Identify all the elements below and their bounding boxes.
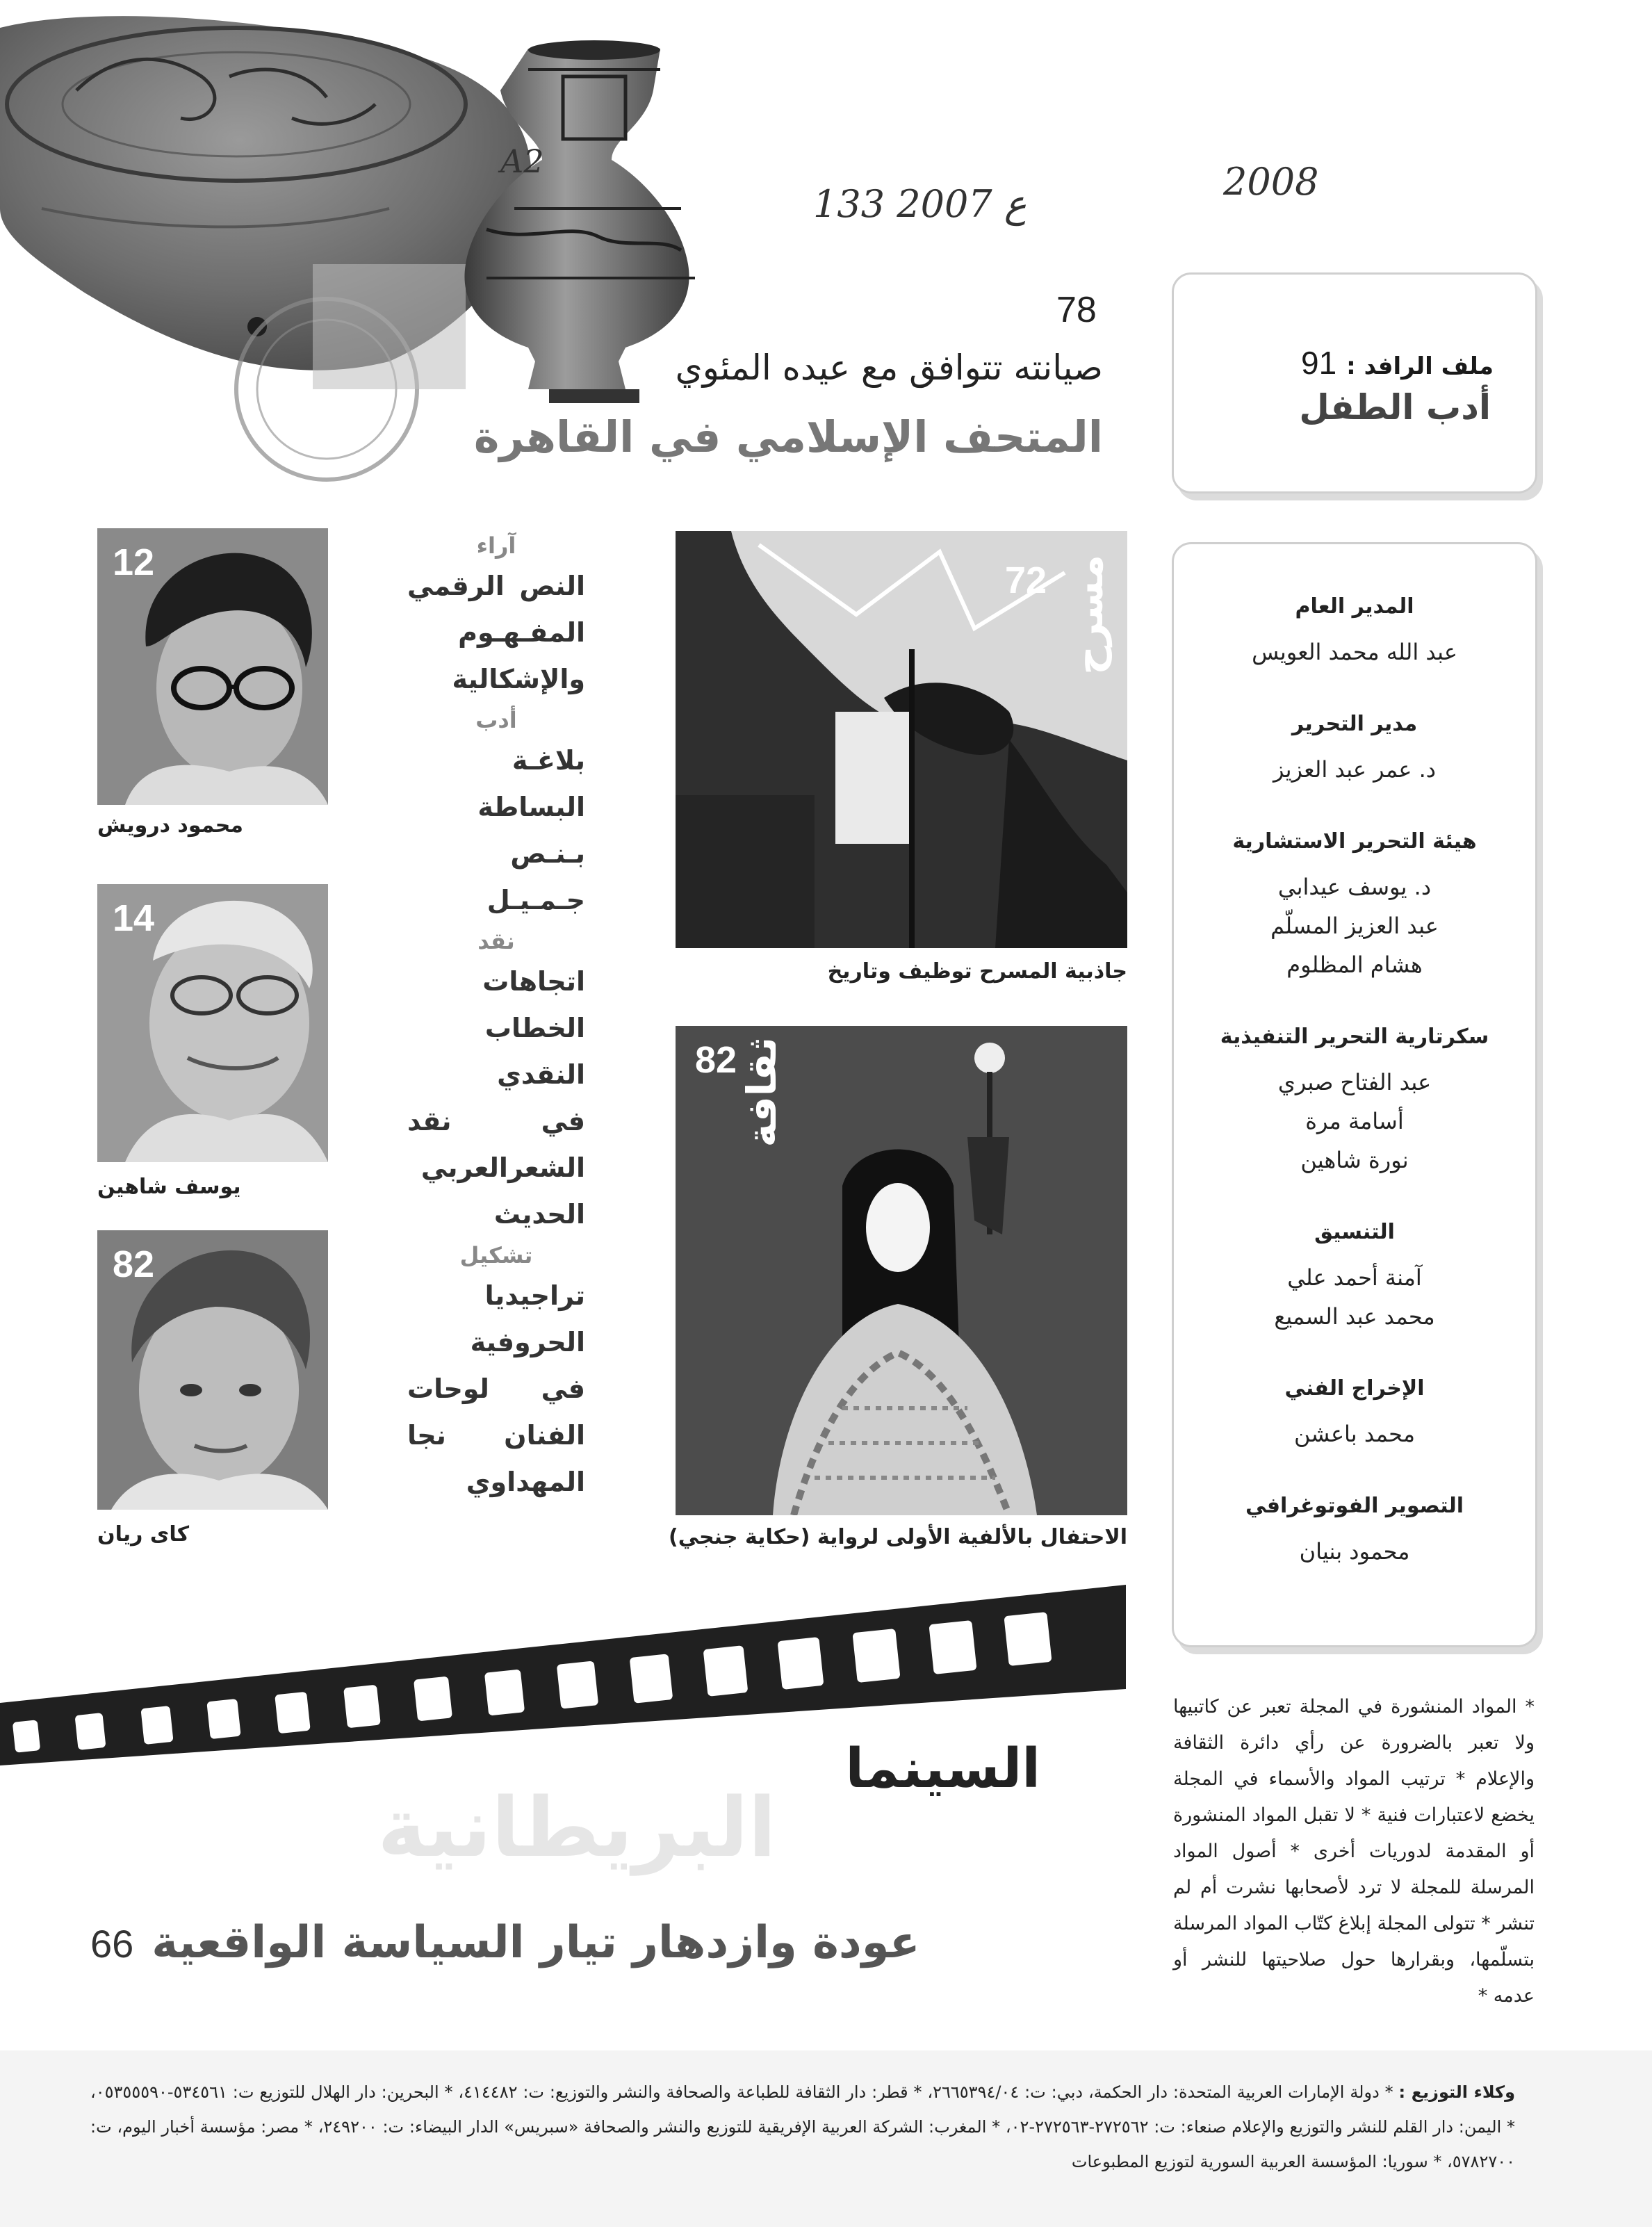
portrait-darwish-page-number: 12 — [113, 541, 155, 583]
staff-role: الإخراج الفني — [1284, 1376, 1425, 1401]
distribution-agents — [90, 2075, 1515, 2179]
staff-name: محمد باعشن — [1294, 1421, 1415, 1447]
portrait-darwish-name — [97, 813, 328, 838]
theatre-photo-illustration — [676, 531, 1127, 948]
contents-line: جـمـيـل — [486, 885, 585, 915]
staff-name: د. يوسف عيدابي — [1277, 874, 1432, 900]
contents-line: الشعرالعربي — [420, 1152, 585, 1183]
staff-role: سكرتارية التحرير التنفيذية — [1220, 1025, 1489, 1049]
contents-line: في نقد — [407, 1106, 585, 1136]
editorial-disclaimer: * المواد المنشورة في المجلة تعبر عن كاتبيها ولا تعبر بالضرورة عن رأي دائرة الثقافة والإعلام * ترتيب المواد والأسماء في المجلة يخضع لاعتبارات فنية * لا تقبل المواد المنشورة أو المقدمة لدوريات أخرى * أصول المواد المرسلة للمجلة لا ترد لأصحابها نشرت أم لم تنشر * تتولى المجلة إبلاغ كتّاب المواد المرسلة بتسلّمها، وبقرارها حول صلاحيتها للنشر أو عدمه * — [1173, 1696, 1535, 2007]
handwritten-mark: A2 — [500, 142, 544, 180]
theatre-page-number: 72 — [1005, 560, 1047, 601]
portrait-chahine — [97, 884, 328, 1162]
staff-name: هشام المظلوم — [1286, 952, 1423, 978]
contents-line: النقدي — [497, 1059, 585, 1090]
staff-photography — [1174, 1494, 1535, 1571]
cinema-headline: عودة وازدهار تيار السياسة الواقعية — [152, 1917, 920, 1968]
contents-line: تراجيديا — [484, 1280, 585, 1311]
masthead-staff-box — [1172, 542, 1537, 1647]
category-opinions: آراء — [476, 532, 516, 559]
category-art: تشكيل — [459, 1242, 533, 1269]
contents-line: الخطاب — [484, 1013, 585, 1043]
portrait-chahine-page-number: 14 — [113, 897, 155, 939]
staff-managing-editor — [1174, 712, 1535, 789]
staff-name: عبد الفتاح صبري — [1277, 1069, 1432, 1095]
contents-line: والإشكالية — [452, 664, 585, 694]
staff-name: محمد عبد السميع — [1274, 1303, 1435, 1330]
cinema-headline-row — [90, 1917, 920, 1968]
cinema-page-number: 66 — [90, 1922, 134, 1966]
distribution-label: وكلاء التوزيع : — [1398, 2082, 1516, 2102]
portrait-ryan-page-number: 82 — [113, 1243, 155, 1285]
rafed-label: ملف الرافد : — [1346, 352, 1494, 380]
staff-advisory-board — [1174, 829, 1535, 984]
contents-line: في لوحات — [407, 1373, 585, 1404]
contents-line: الحديث — [493, 1199, 585, 1230]
contents-line: الفنان نجا — [407, 1420, 585, 1451]
staff-role: مدير التحرير — [1291, 712, 1418, 736]
contents-line: بـنـص — [510, 838, 585, 869]
staff-coordination — [1174, 1220, 1535, 1336]
cinema-ghost-title: البريطانية — [377, 1779, 776, 1875]
staff-name: محمود بنيان — [1299, 1538, 1410, 1565]
theatre-caption: جاذبية المسرح توظيف وتاريخ — [827, 959, 1127, 984]
staff-general-manager — [1174, 594, 1535, 671]
contents-column — [407, 528, 585, 1506]
distribution-text: * دولة الإمارات العربية المتحدة: دار الحكمة، دبي: ت: ٢٦٦٥٣٩٤/٠٤، * قطر: دار الثقافة للطباعة والصحافة والنشر والتوزيع: ت: ٤١٤٤٨٢، * البحرين: دار الهلال للتوزيع ت: ٥٣٤٥٦١-٠٥٣٥٥٥٩٠، * اليمن: دار القلم للنشر والتوزيع والإعلام صنعاء: ت: ٢٧٢٥٦٢-٢٧٢٥٦٣-٠٢، * المغرب: الشركة العربية الإفريقية للتوزيع والنشر والصحافة «سبريس» الدار البيضاء: ت: ٢٤٩٢٠٠، * مصر: مؤسسة أخبار اليوم، ت: ٥٧٨٢٧٠٠، * سوريا: المؤسسة العربية السورية لتوزيع المطبوعات — [90, 2082, 1515, 2171]
contents-line: المهداوي — [466, 1467, 585, 1497]
theatre-photo — [676, 531, 1127, 948]
contents-line: بلاغـة — [512, 745, 585, 776]
museum-title: المتحف الإسلامي في القاهرة — [473, 411, 1103, 462]
portrait-name: كاى ريان — [97, 1522, 190, 1547]
staff-executive-secretariat — [1174, 1025, 1535, 1180]
contents-line: المفـهـوم — [458, 617, 585, 648]
staff-role: التصوير الفوتوغرافي — [1245, 1494, 1464, 1518]
staff-role: المدير العام — [1295, 594, 1414, 619]
staff-name: نورة شاهين — [1300, 1147, 1409, 1173]
cinema-title: السينما — [845, 1738, 1040, 1800]
contents-line: النص الرقمي — [407, 571, 585, 601]
culture-page-number: 82 — [695, 1039, 737, 1081]
portrait-ryan-name — [97, 1522, 328, 1547]
portrait-name: محمود درويش — [97, 813, 243, 838]
staff-role: هيئة التحرير الاستشارية — [1232, 829, 1477, 854]
culture-section-label: ثقافة — [738, 1037, 785, 1148]
rafed-page-number: 91 — [1301, 345, 1337, 381]
staff-name: د. عمر عبد العزيز — [1273, 756, 1437, 783]
portrait-darwish — [97, 528, 328, 805]
contents-line: البساطة — [477, 792, 585, 822]
staff-role: التنسيق — [1314, 1220, 1395, 1244]
staff-name: آمنة أحمد علي — [1287, 1264, 1422, 1291]
staff-name: أسامة مرة — [1305, 1108, 1404, 1134]
portrait-ryan — [97, 1230, 328, 1510]
rafed-file-box — [1172, 272, 1537, 493]
handwritten-reference: 133 ع 2007 — [813, 182, 1027, 226]
culture-caption: الاحتفال بالألفية الأولى لرواية (حكاية جنجي) — [668, 1525, 1127, 1549]
portrait-chahine-name — [97, 1175, 328, 1199]
handwritten-year: 2008 — [1223, 160, 1319, 204]
theatre-section-label: مسرح — [1065, 555, 1112, 675]
contents-line: اتجاهات — [482, 966, 585, 997]
category-criticism: نقد — [477, 928, 515, 954]
staff-name: عبد الله محمد العويس — [1252, 639, 1457, 665]
rafed-title: أدب الطفل — [1299, 387, 1491, 427]
portrait-name: يوسف شاهين — [97, 1175, 241, 1199]
culture-photo — [676, 1026, 1127, 1515]
museum-subtitle: صيانته تتوافق مع عيده المئوي — [675, 348, 1103, 388]
rafed-label-row — [1301, 344, 1494, 382]
category-literature: أدب — [475, 707, 517, 733]
museum-page-number: 78 — [1056, 290, 1097, 330]
staff-name: عبد العزيز المسلّم — [1270, 913, 1439, 939]
staff-art-direction — [1174, 1376, 1535, 1453]
contents-line: الحروفية — [470, 1327, 585, 1357]
